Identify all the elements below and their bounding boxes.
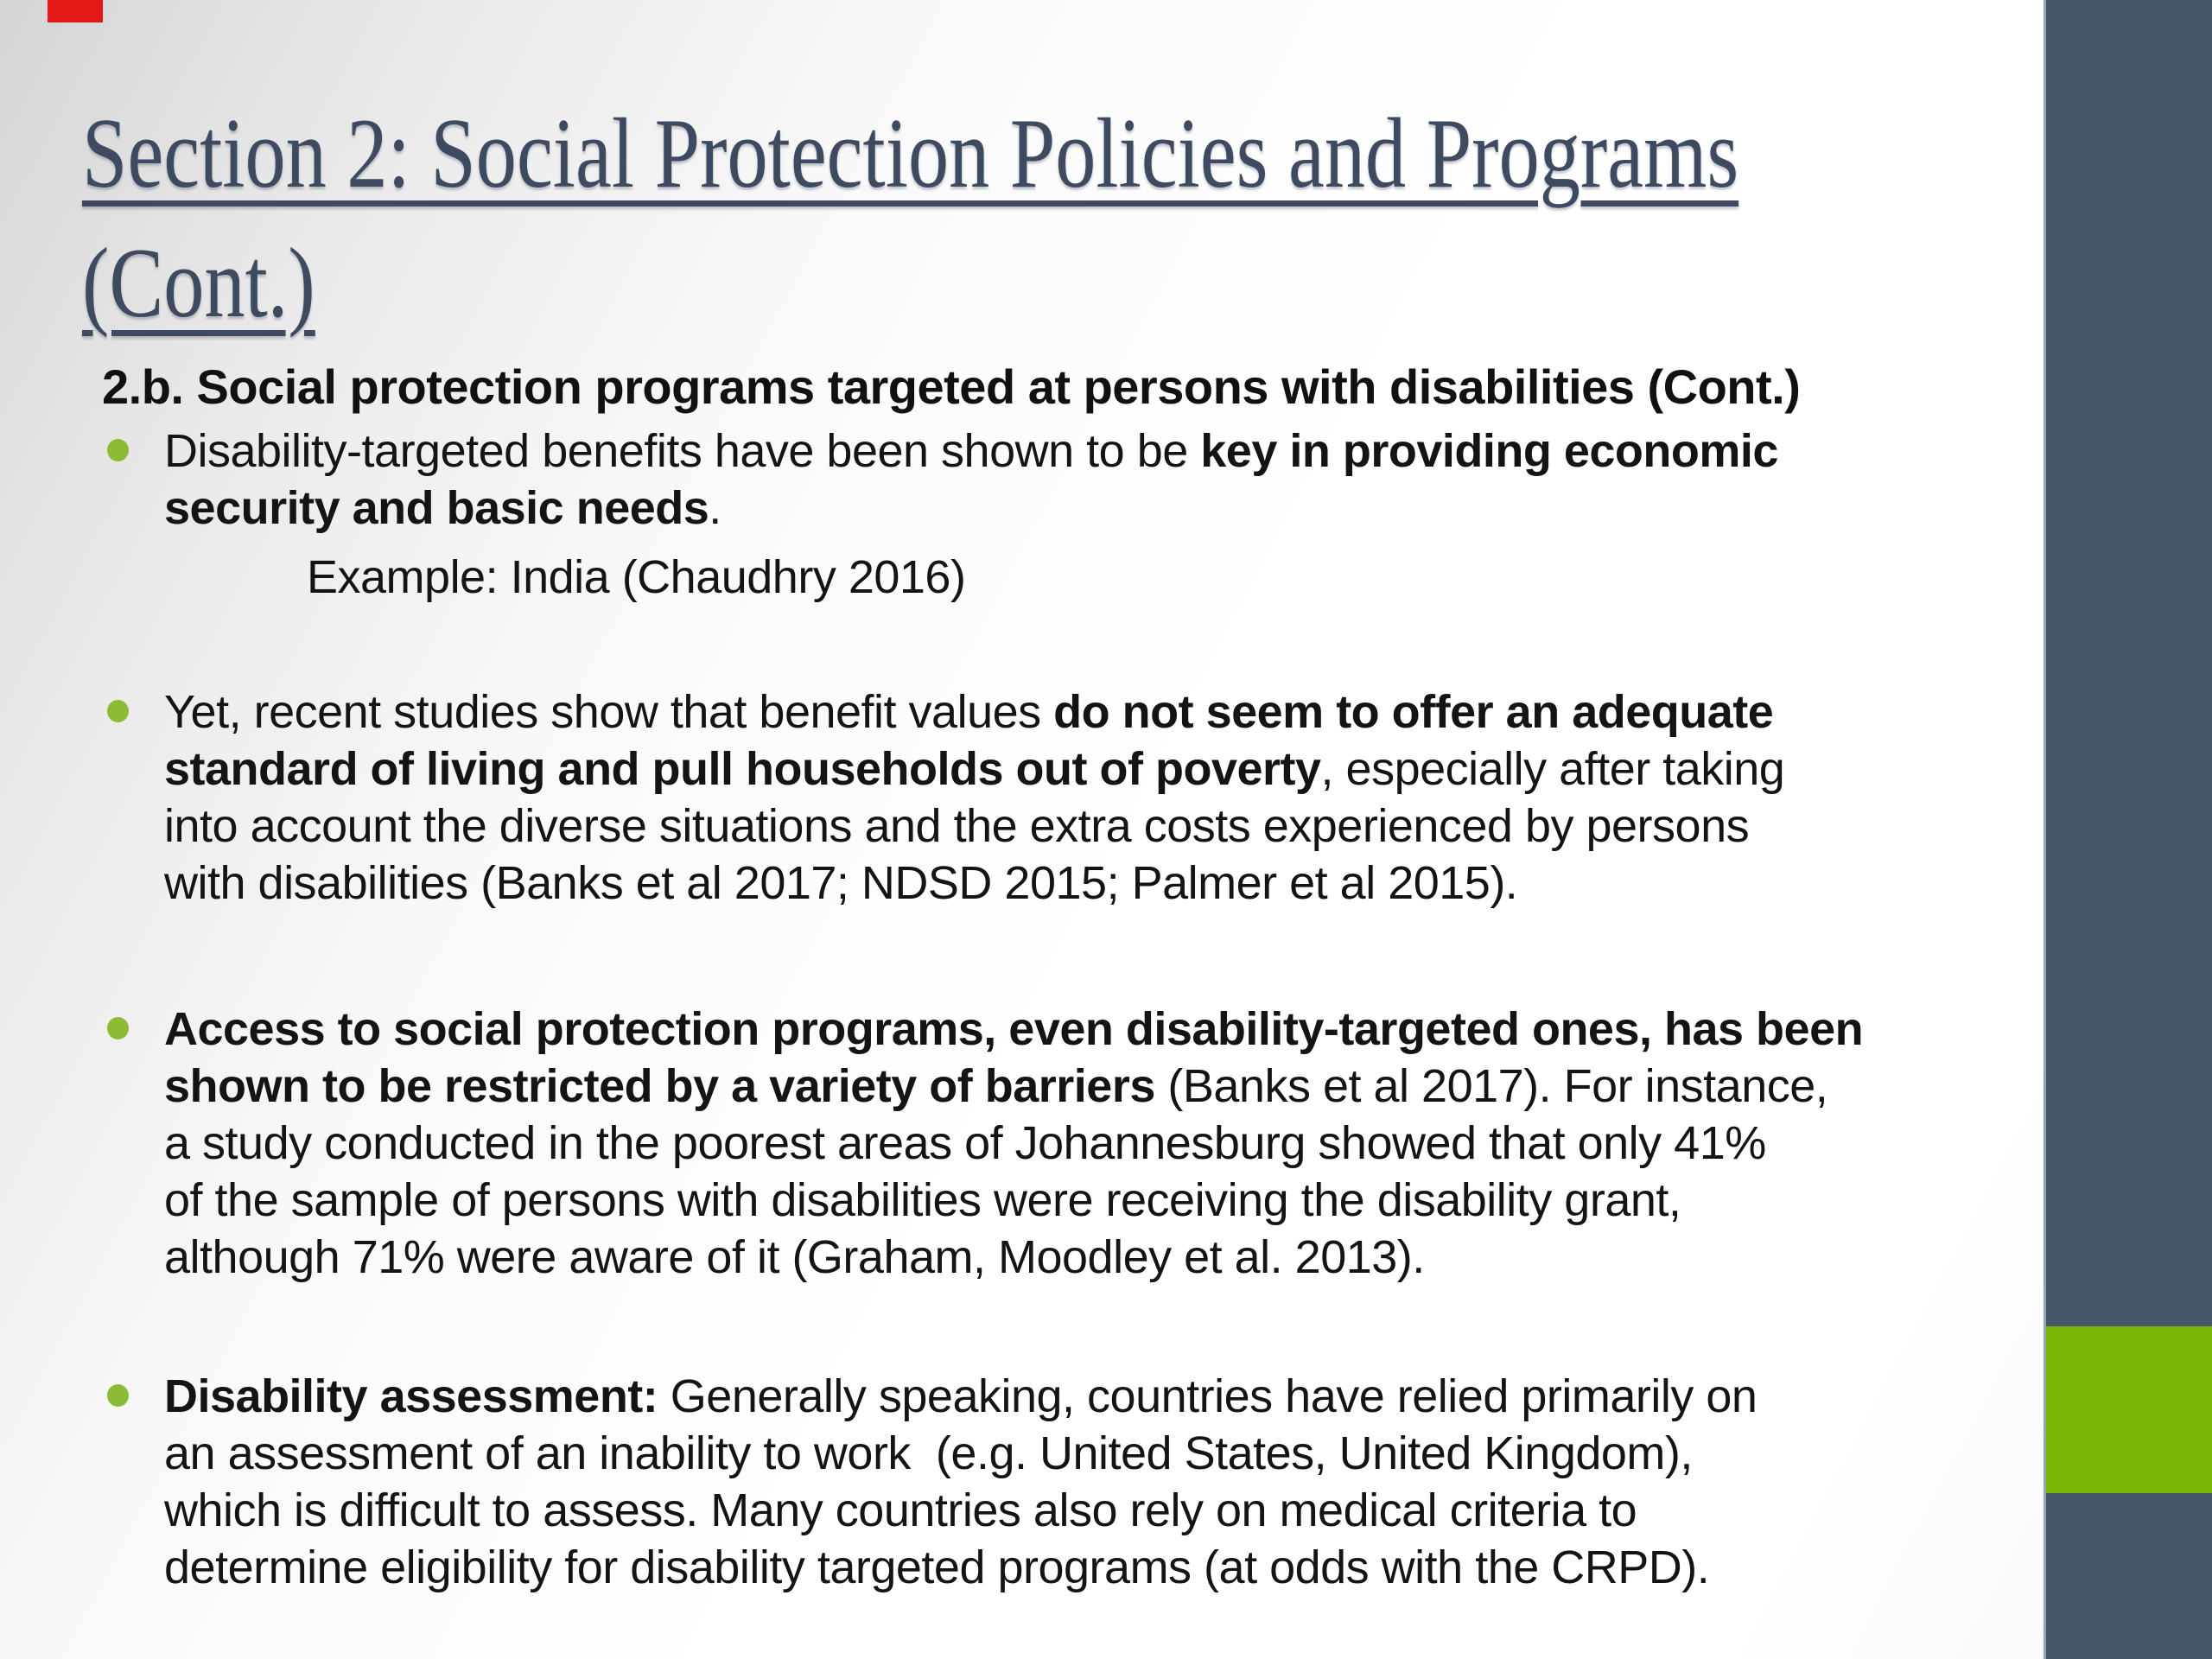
slide-title xyxy=(82,89,2102,348)
title-line-1: Section 2: Social Protection Policies and Programs xyxy=(82,99,1739,208)
title-line-2: (Cont.) xyxy=(82,228,315,338)
bullet-line: with disabilities (Banks et al 2017; NDSD 2015; Palmer et al 2015). xyxy=(164,857,1518,909)
bullet-item xyxy=(164,423,1778,606)
bullet-line: which is difficult to assess. Many countries also rely on medical criteria to xyxy=(164,1484,1637,1536)
bullet-item xyxy=(164,683,1784,912)
bullet-item xyxy=(164,1368,1757,1596)
bullet-line: Yet, recent studies show that benefit values do not seem to offer an adequate xyxy=(164,686,1774,738)
bullet-line: Access to social protection programs, even disability-targeted ones, has been xyxy=(164,1003,1864,1055)
bullet-line: determine eligibility for disability targeted programs (at odds with the CRPD). xyxy=(164,1541,1710,1593)
bullet-line: security and basic needs. xyxy=(164,482,721,534)
section-heading: 2.b. Social protection programs targeted at persons with disabilities (Cont.) xyxy=(102,359,1801,414)
bullet-item xyxy=(164,1001,1863,1286)
bullet-line: of the sample of persons with disabilities were receiving the disability grant, xyxy=(164,1174,1681,1226)
bullet-line: although 71% were aware of it (Graham, Moodley et al. 2013). xyxy=(164,1231,1425,1283)
bullet-line: Disability assessment: Generally speaking, countries have relied primarily on xyxy=(164,1370,1758,1422)
bullet-line: shown to be restricted by a variety of barriers (Banks et al 2017). For instance, xyxy=(164,1060,1828,1112)
bullet-line: a study conducted in the poorest areas of Johannesburg showed that only 41% xyxy=(164,1117,1766,1169)
bullet-dot-icon xyxy=(107,439,129,461)
bullet-dot-icon xyxy=(107,1384,129,1407)
bullet-line: standard of living and pull households out of poverty, especially after taking xyxy=(164,743,1785,795)
bullet-dot-icon xyxy=(107,700,129,722)
bullet-line: an assessment of an inability to work (e.g. United States, United Kingdom), xyxy=(164,1427,1693,1479)
bullet-dot-icon xyxy=(107,1017,129,1039)
green-accent-square xyxy=(2046,1326,2212,1493)
example-line: Example: India (Chaudhry 2016) xyxy=(307,551,966,603)
red-accent-mark xyxy=(48,0,103,22)
bullet-line: into account the diverse situations and the extra costs experienced by persons xyxy=(164,800,1750,852)
bullet-line: Disability-targeted benefits have been shown to be key in providing economic xyxy=(164,425,1778,477)
